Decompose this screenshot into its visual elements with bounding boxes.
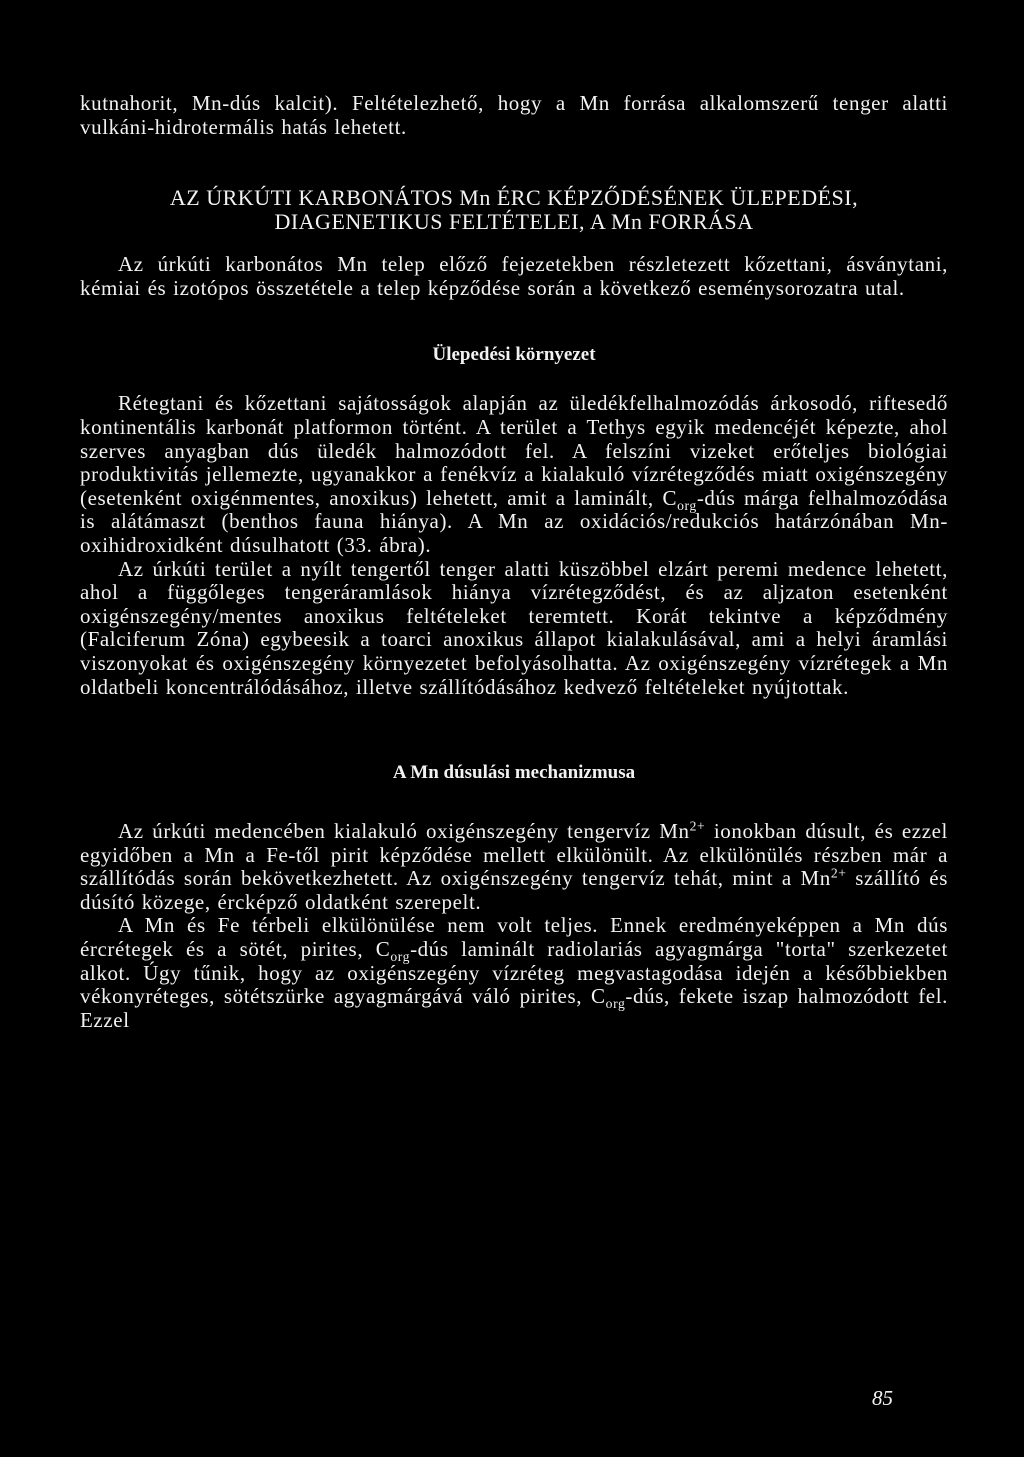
s2p1-sup-2: 2+ <box>830 865 847 881</box>
main-intro-paragraph: Az úrkúti karbonátos Mn telep előző fejezetekben részletezett kőzettani, ásványtani, kémiai és izotópos összetétele a telep képződése során a következő eseménysorozatra utal. <box>80 252 948 300</box>
s2p2-c2: C <box>591 984 606 1009</box>
section-heading-mn-dusulasi: A Mn dúsulási mechanizmusa <box>392 762 636 784</box>
s2p1-text-a: Az úrkúti medencében kialakuló oxigénszegény tengervíz Mn <box>118 819 690 844</box>
s1p1-text-b: -dús márga felhalmozódása is alátámaszt (benthos fauna hiánya). A Mn az oxidációs/redukciós határzónában Mn-oxihidroxidként dúsulhatott (33. ábra). <box>80 485 949 557</box>
s2p2-sub-org-2: org <box>605 996 626 1012</box>
intro-paragraph: kutnahorit, Mn-dús kalcit). Feltételezhető, hogy a Mn forrása alkalomszerű tenger alatti vulkáni-hidrotermális hatás lehetett. <box>80 91 948 139</box>
s2p2-text-c: -dús, fekete iszap halmozódott fel. Ezzel <box>80 984 948 1032</box>
s2p2-text-b: -dús laminált radiolariás agyagmárga "torta" szerkezetet alkot. Úgy tűnik, hogy az oxigénszegény vízréteg megvastagodása idején a későbbiekben vékonyréteges, sötétszürke agyagmárgává váló pirites, <box>80 937 948 1009</box>
section1-paragraph1 <box>80 392 948 557</box>
main-heading-line2: DIAGENETIKUS FELTÉTELEI, A Mn FORRÁSA <box>274 209 754 235</box>
s1p1-c: C <box>662 485 678 510</box>
s2p2-c: C <box>375 937 391 962</box>
section2-paragraph1 <box>80 820 948 914</box>
page-content <box>80 92 948 1032</box>
s2p2-sub-org: org <box>390 948 411 964</box>
section1-paragraph2: Az úrkúti terület a nyílt tengertől tenger alatti küszöbbel elzárt peremi medence lehetett, ahol a függőleges tengeráramlások hiánya vízrétegződést, és az aljzaton esetenként oxigénszegény/mentes anoxikus feltételeket teremtett. Korát tekintve a képződmény (Falciferum Zóna) egybeesik a toarci anoxikus állapot kialakulásával, ami a helyi áramlási viszonyokat és oxigénszegény környezetet befolyásolhatta. Az oxigénszegény vízrétegek a Mn oldatbeli koncentrálódásához, illetve szállítódásához kedvező feltételeket nyújtottak. <box>80 556 948 699</box>
section2-paragraph2 <box>80 914 948 1032</box>
main-heading-line1: AZ ÚRKÚTI KARBONÁTOS Mn ÉRC KÉPZŐDÉSÉNEK ÜLEPEDÉSI, <box>169 185 859 211</box>
s2p1-sup-1: 2+ <box>689 818 706 834</box>
page-number: 85 <box>872 1386 893 1410</box>
s2p2-text-a: A Mn és Fe térbeli elkülönülése nem volt teljes. Ennek eredményeképpen a Mn dús ércrétegek és a sötét, pirites, <box>80 913 948 962</box>
s2p1-text-c: szállító és dúsító közege, ércképző oldatként szerepelt. <box>80 866 948 914</box>
main-heading <box>80 186 948 234</box>
s1p1-sub-org: org <box>677 497 697 513</box>
section-heading-ulepedesi: Ülepedési környezet <box>432 344 596 366</box>
s1p1-text-a: Rétegtani és kőzettani sajátosságok alapján az üledékfelhalmozódás árkosodó, riftesedő kontinentális karbonát platformon történt. A terület a Tethys egyik medencéjét képezte, ahol szerves anyagban dús üledék halmozódott fel. A felszíni vizeket erőteljes biológiai produktivitás jellemezte, ugyanakkor a fenékvíz a kialakuló vízrétegződés miatt oxigénszegény (esetenként oxigénmentes, anoxikus) lehetett, amit a laminált, <box>80 391 948 510</box>
s2p1-text-b: ionokban dúsult, és ezzel egyidőben a Mn a Fe-től pirit képződése mellett elkülönült. Az elkülönülés részben már a szállítódás során bekövetkezhetett. Az oxigénszegény tengervíz tehát, mint a Mn <box>80 819 948 891</box>
